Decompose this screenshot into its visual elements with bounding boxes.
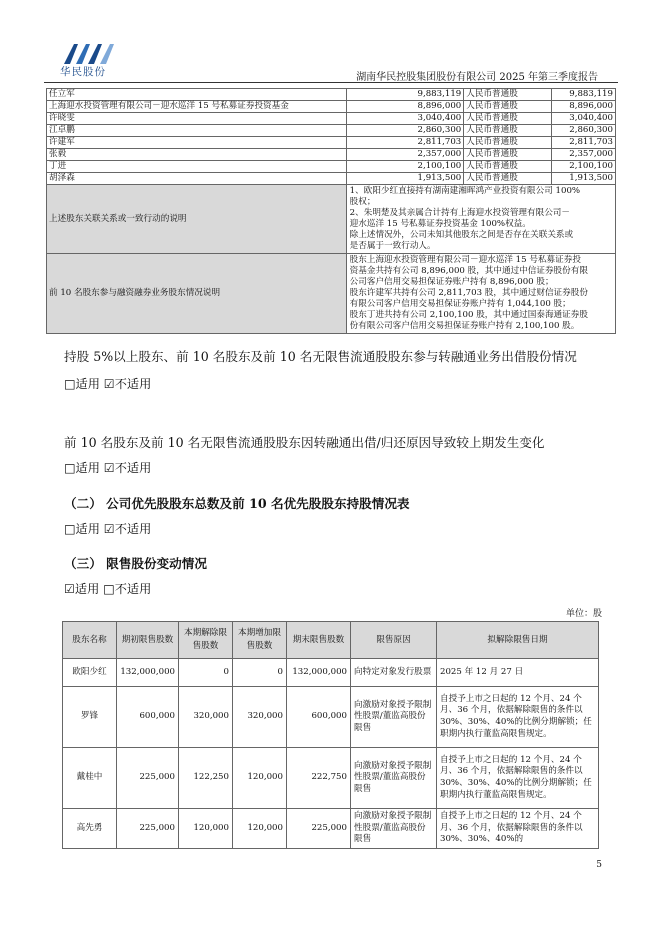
note-line: 除上述情况外，公司未知其他股东之间是否存在关联关系或 — [349, 230, 574, 240]
shareholder-name: 胡泽森 — [47, 173, 347, 185]
preferred-option: □适用 ☑不适用 — [64, 522, 152, 536]
share-count: 2,860,300 — [552, 125, 616, 137]
column-header: 期末限售股数 — [287, 622, 351, 659]
share-type: 人民币普通股 — [464, 113, 552, 125]
note-line: 股东上海迎水投资管理有限公司－迎水巡洋 15 号私募证券投 — [349, 255, 581, 265]
share-type: 人民币普通股 — [464, 125, 552, 137]
table-row — [47, 89, 616, 101]
released-restricted: 320,000 — [179, 687, 233, 748]
share-count: 2,100,100 — [552, 161, 616, 173]
share-type: 人民币普通股 — [464, 173, 552, 185]
end-restricted: 600,000 — [287, 687, 351, 748]
end-restricted: 222,750 — [287, 748, 351, 809]
note-line: 股东丁进共持有公司 2,100,100 股，其中通过国泰海通证券股 — [349, 310, 588, 320]
release-date: 2025 年 12 月 27 日 — [437, 659, 599, 687]
start-restricted: 225,000 — [117, 748, 179, 809]
shareholder-name: 许晓雯 — [47, 113, 347, 125]
relation-note-label: 上述股东关联关系或一致行动的说明 — [47, 185, 347, 254]
relation-note-text — [346, 185, 615, 254]
share-count: 8,896,000 — [552, 101, 616, 113]
share-count: 2,811,703 — [552, 137, 616, 149]
logo-text: 华民股份 — [60, 66, 106, 78]
table-row — [47, 137, 616, 149]
margin-note-row — [47, 254, 616, 334]
end-restricted: 225,000 — [287, 809, 351, 849]
share-count: 9,883,119 — [552, 89, 616, 101]
column-header: 限售原因 — [351, 622, 437, 659]
note-line: 股权； — [349, 197, 376, 207]
release-date: 自授予上市之日起的 12 个月、24 个月、36 个月，依据解除限售的条件以 30%、30%、40%的 — [437, 809, 599, 849]
table-row — [47, 113, 616, 125]
holder-name: 欧阳少红 — [63, 659, 117, 687]
added-restricted: 320,000 — [233, 687, 287, 748]
holder-name: 高先勇 — [63, 809, 117, 849]
restricted-shares-table — [62, 621, 599, 849]
shareholder-shares: 3,040,400 — [346, 113, 464, 125]
shareholder-name: 张毅 — [47, 149, 347, 161]
share-type: 人民币普通股 — [464, 89, 552, 101]
share-type: 人民币普通股 — [464, 137, 552, 149]
shareholder-name: 许建军 — [47, 137, 347, 149]
column-header: 期初限售股数 — [117, 622, 179, 659]
note-line: 股东许建军共持有公司 2,811,703 股，其中通过财信证券股份 — [349, 288, 588, 298]
restriction-reason: 向激励对象授予限制性股票/董监高股份限售 — [351, 748, 437, 809]
margin-note-text — [346, 254, 615, 334]
relation-note-row — [47, 185, 616, 254]
restriction-reason: 向特定对象发行股票 — [351, 659, 437, 687]
note-line: 公司客户信用交易担保证券账户持有 8,896,000 股； — [349, 277, 554, 287]
shareholder-shares: 2,100,100 — [346, 161, 464, 173]
note-line: 有限公司客户信用交易担保证券账户持有 1,044,100 股； — [349, 299, 571, 309]
release-date: 自授予上市之日起的 12 个月、24 个月、36 个月，依据解除限售的条件以 30%、30%、40%的比例分期解锁；任职期内执行董监高限售规定。 — [437, 687, 599, 748]
header-divider — [44, 82, 618, 83]
page-number: 5 — [596, 860, 602, 870]
table-row — [47, 161, 616, 173]
change-option: □适用 ☑不适用 — [64, 461, 152, 475]
added-restricted: 0 — [233, 659, 287, 687]
company-logo — [56, 40, 122, 80]
table-row — [63, 687, 599, 748]
released-restricted: 0 — [179, 659, 233, 687]
table-row — [47, 173, 616, 185]
added-restricted: 120,000 — [233, 748, 287, 809]
shareholder-shares: 1,913,500 — [346, 173, 464, 185]
released-restricted: 122,250 — [179, 748, 233, 809]
share-count: 2,357,000 — [552, 149, 616, 161]
release-date: 自授予上市之日起的 12 个月、24 个月、36 个月，依据解除限售的条件以 30%、30%、40%的比例分期解锁；任职期内执行董监高限售规定。 — [437, 748, 599, 809]
holder-name: 罗锋 — [63, 687, 117, 748]
share-count: 3,040,400 — [552, 113, 616, 125]
restricted-section-title: （三） 限售股份变动情况 — [64, 556, 207, 571]
restriction-reason: 向激励对象授予限制性股票/董监高股份限售 — [351, 809, 437, 849]
note-line: 资基金共持有公司 8,896,000 股，其中通过中信证券股份有限 — [349, 266, 588, 276]
table-row — [47, 125, 616, 137]
released-restricted: 120,000 — [179, 809, 233, 849]
shareholder-name: 任立军 — [47, 89, 347, 101]
shareholder-name: 江卓鹏 — [47, 125, 347, 137]
restricted-option: ☑适用 □不适用 — [64, 582, 152, 596]
preferred-section-title: （二） 公司优先股股东总数及前 10 名优先股股东持股情况表 — [64, 496, 410, 511]
holder-name: 戴桂中 — [63, 748, 117, 809]
table-header-row — [63, 622, 599, 659]
shareholder-shares: 2,860,300 — [346, 125, 464, 137]
shareholder-name: 丁进 — [47, 161, 347, 173]
note-line: 份有限公司客户信用交易担保证券账户持有 2,100,100 股。 — [349, 321, 580, 331]
note-line: 迎水巡洋 15 号私募证券投资基金 100%权益。 — [349, 219, 531, 229]
start-restricted: 600,000 — [117, 687, 179, 748]
shareholder-shares: 9,883,119 — [346, 89, 464, 101]
column-header: 本期增加限售股数 — [233, 622, 287, 659]
margin-note-label: 前 10 名股东参与融资融券业务股东情况说明 — [47, 254, 347, 334]
note-line: 1、欧阳少红直接持有湖南建湘晖鸿产业投资有限公司 100% — [349, 186, 581, 196]
share-type: 人民币普通股 — [464, 149, 552, 161]
end-restricted: 132,000,000 — [287, 659, 351, 687]
change-title: 前 10 名股东及前 10 名无限售流通股股东因转融通出借/归还原因导致较上期发生变化 — [64, 435, 545, 450]
lending-option: □适用 ☑不适用 — [64, 377, 152, 391]
shareholder-shares: 8,896,000 — [346, 101, 464, 113]
shareholder-shares: 2,357,000 — [346, 149, 464, 161]
shareholder-name: 上海迎水投资管理有限公司－迎水巡洋 15 号私募证券投资基金 — [47, 101, 347, 113]
added-restricted: 120,000 — [233, 809, 287, 849]
table-row — [63, 748, 599, 809]
start-restricted: 225,000 — [117, 809, 179, 849]
table-row — [47, 149, 616, 161]
lending-title: 持股 5%以上股东、前 10 名股东及前 10 名无限售流通股股东参与转融通业务出借股份情况 — [64, 349, 577, 364]
restriction-reason: 向激励对象授予限制性股票/董监高股份限售 — [351, 687, 437, 748]
column-header: 股东名称 — [63, 622, 117, 659]
share-type: 人民币普通股 — [464, 101, 552, 113]
start-restricted: 132,000,000 — [117, 659, 179, 687]
table-row — [63, 659, 599, 687]
table-row — [47, 101, 616, 113]
top-shareholders-table — [46, 88, 616, 334]
share-count: 1,913,500 — [552, 173, 616, 185]
column-header: 拟解除限售日期 — [437, 622, 599, 659]
unit-label: 单位：股 — [565, 609, 602, 619]
note-line: 2、朱明楚及其亲属合计持有上海迎水投资管理有限公司－ — [349, 208, 570, 218]
share-type: 人民币普通股 — [464, 161, 552, 173]
logo-mark-icon — [62, 40, 114, 66]
report-title: 湖南华民控股集团股份有限公司 2025 年第三季度报告 — [356, 72, 598, 83]
shareholder-shares: 2,811,703 — [346, 137, 464, 149]
note-line: 是否属于一致行动人。 — [349, 241, 436, 251]
table-row — [63, 809, 599, 849]
column-header: 本期解除限售股数 — [179, 622, 233, 659]
